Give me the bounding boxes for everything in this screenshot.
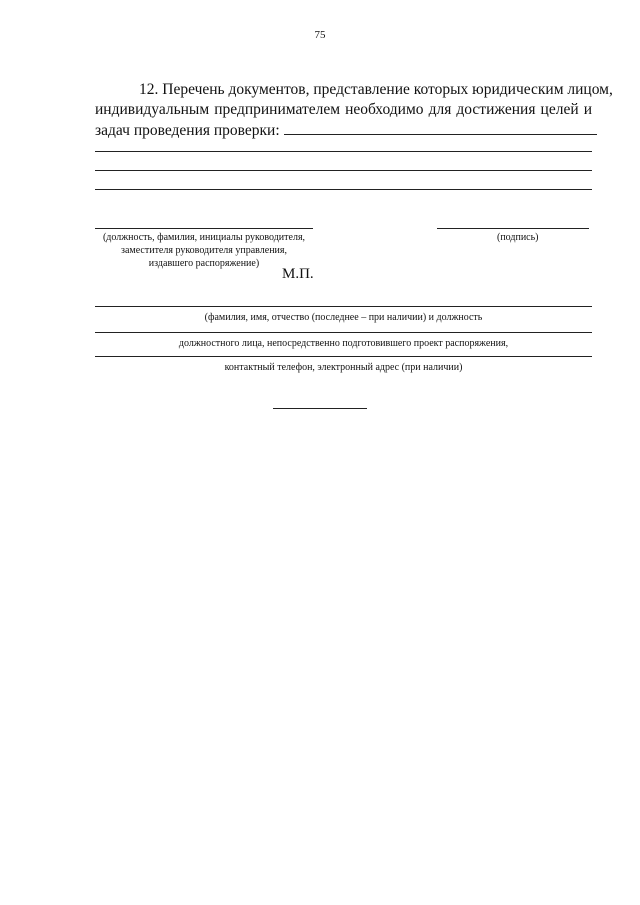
official-fill-rule-1 [95, 306, 592, 307]
position-fill-rule [95, 228, 313, 229]
documents-fill-line [284, 120, 597, 135]
official-fill-rule-2 [95, 332, 592, 333]
position-caption-line-1: (должность, фамилия, инициалы руководителя, [102, 232, 306, 243]
section-12-line-3-text: задач проведения проверки: [95, 122, 280, 139]
official-fill-rule-3 [95, 356, 592, 357]
closing-separator-rule [273, 408, 367, 409]
seal-placeholder: М.П. [282, 266, 314, 282]
section-12-paragraph [95, 80, 613, 141]
section-12-line-1: 12. Перечень документов, представление которых юридическим лицом, [139, 81, 613, 98]
section-12-line-2: индивидуальным предпринимателем необходимо для достижения целей и [95, 101, 592, 118]
official-caption-3: контактный телефон, электронный адрес (при наличии) [224, 362, 463, 373]
signature-caption: (подпись) [497, 232, 539, 243]
documents-fill-rule-2 [95, 170, 592, 171]
page-number: 75 [314, 29, 326, 41]
documents-fill-rule-3 [95, 189, 592, 190]
position-caption-line-2: заместителя руководителя управления, [121, 245, 287, 256]
signature-fill-rule [437, 228, 589, 229]
documents-fill-rule-1 [95, 151, 592, 152]
section-12-line-3 [95, 120, 592, 141]
official-caption-1: (фамилия, имя, отчество (последнее – при наличии) и должность [204, 312, 483, 323]
official-caption-2: должностного лица, непосредственно подготовившего проект распоряжения, [178, 338, 509, 349]
position-caption-line-3: издавшего распоряжение) [148, 258, 260, 269]
position-caption [92, 231, 316, 270]
